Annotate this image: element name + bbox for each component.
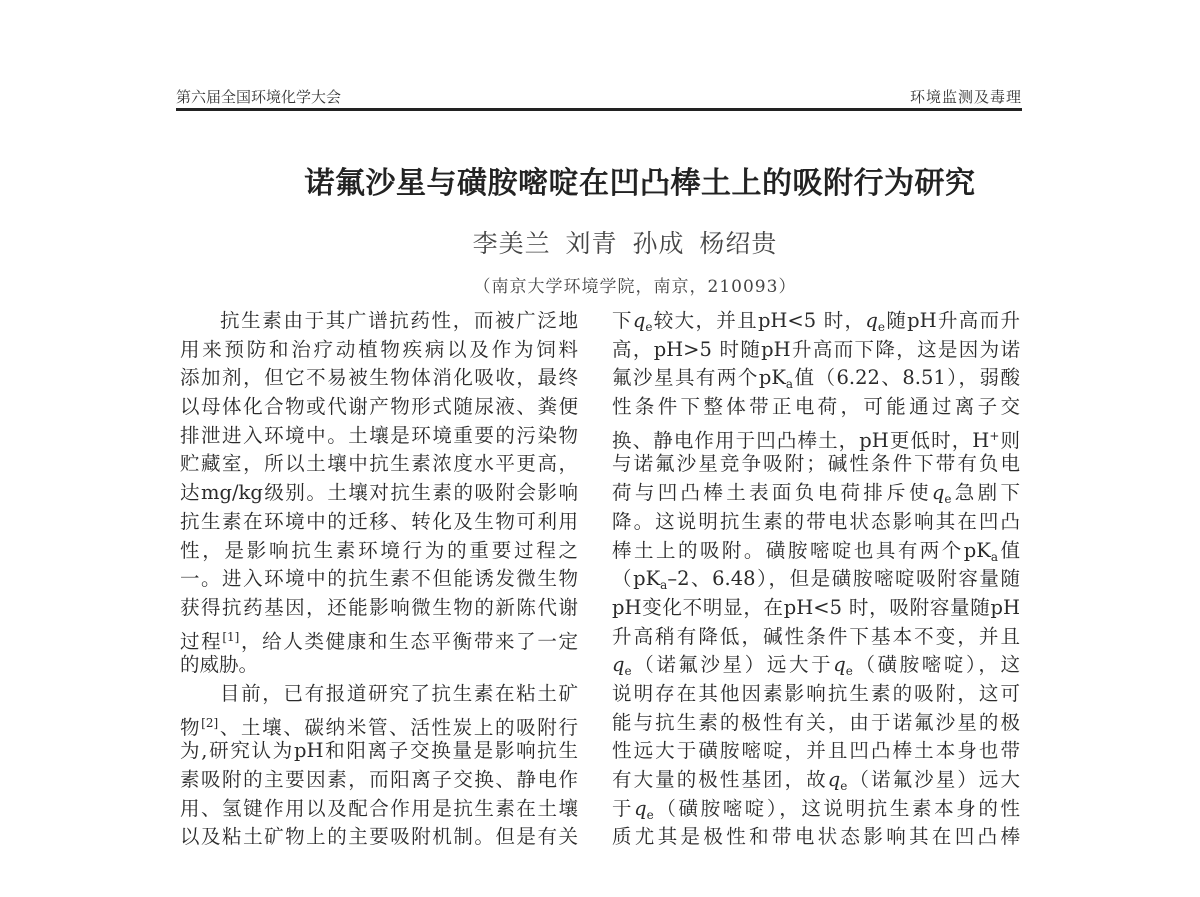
text-segment: 随pH升高而升 [884, 309, 1020, 332]
text-segment: ，给人类健康和生态平衡带来了一定 [239, 629, 578, 653]
text-line [612, 823, 1020, 852]
citation-superscript: [2] [201, 715, 219, 730]
text-line [180, 594, 578, 623]
text-line [612, 537, 1020, 566]
text-line [612, 709, 1020, 738]
text-line [612, 422, 1020, 451]
formula-segment: e [877, 320, 885, 334]
text-line [612, 393, 1020, 422]
text-segment: 以母体化合物或代谢产物形式随尿液、粪便 [180, 395, 578, 419]
text-segment: 的威胁。 [180, 653, 259, 677]
running-header-section: 环境监测及毒理 [909, 88, 1022, 106]
text-line [612, 594, 1020, 623]
text-line [180, 450, 578, 479]
header-rule [176, 108, 1022, 111]
formula-segment: q [931, 481, 945, 505]
text-segment: 棒土上的吸附。磺胺嘧啶也具有两个pK [612, 538, 991, 562]
text-segment: 一。进入环境中的抗生素不但能诱发微生物 [180, 567, 578, 591]
text-line [180, 680, 578, 709]
text-line [180, 307, 578, 336]
text-segment: 有大量的极性基团，故 [612, 768, 828, 791]
text-line [612, 623, 1020, 652]
text-segment: 物 [180, 715, 202, 739]
formula-segment: q [833, 653, 846, 677]
text-segment: –2、6.48），但是磺胺嘧啶吸附容量随 [667, 567, 1020, 591]
formula-segment: q [612, 653, 625, 677]
text-segment: （诺氟沙星）远大 [847, 768, 1020, 791]
formula-segment: q [634, 796, 647, 820]
text-segment: 抗生素由于其广谱抗药性，而被广泛地 [220, 309, 578, 332]
text-line [612, 795, 1020, 824]
formula-segment: q [865, 309, 878, 332]
text-line [180, 766, 578, 795]
text-line [180, 393, 578, 422]
text-segment: 以及粘土矿物上的主要吸附机制。但是有关 [180, 825, 578, 849]
text-line [180, 422, 578, 451]
text-segment: 较大，并且pH<5 时， [652, 309, 866, 332]
running-header-conference: 第六届全国环境化学大会 [176, 88, 342, 106]
text-segment: 则 [999, 428, 1020, 452]
text-segment: 质尤其是极性和带电状态影响其在凹凸棒 [612, 825, 1020, 849]
text-segment: 高，pH>5 时随pH升高而下降，这是因为诺 [612, 337, 1020, 361]
text-segment: （pK [612, 567, 661, 591]
affiliation: （南京大学环境学院，南京，210093） [473, 277, 797, 297]
text-line [612, 307, 1020, 336]
text-line [612, 565, 1020, 594]
text-segment: 能与抗生素的极性有关，由于诺氟沙星的极 [612, 710, 1020, 734]
text-line [180, 336, 578, 365]
text-segment: 性，是影响抗生素环境行为的重要过程之 [180, 538, 578, 562]
citation-superscript: [1] [222, 629, 240, 644]
author-list: 李美兰 刘青 孙成 杨绍贵 [472, 229, 778, 258]
text-line [612, 680, 1020, 709]
text-segment: 值（6.22、8.51），弱酸 [793, 366, 1020, 390]
text-segment: 急剧下 [951, 481, 1020, 505]
text-segment: 于 [612, 796, 635, 820]
formula-segment: q [632, 309, 646, 332]
text-segment: 氟沙星具有两个pK [612, 366, 786, 390]
text-segment: （磺胺嘧啶），这 [852, 653, 1020, 677]
text-segment: 说明存在其他因素影响抗生素的吸附，这可 [612, 681, 1020, 705]
text-line [180, 823, 578, 852]
text-segment: 用来预防和治疗动植物疾病以及作为饲料 [180, 337, 578, 361]
formula-segment: q [827, 768, 841, 791]
text-line [180, 651, 578, 680]
text-segment: 性条件下整体带正电荷，可能通过离子交 [612, 395, 1020, 419]
text-segment: 、土壤、碳纳米管、活性炭上的吸附行 [218, 715, 578, 739]
formula-segment: a [660, 578, 668, 593]
formula-segment: a [785, 377, 794, 392]
text-segment: 过程 [180, 629, 223, 653]
text-line [180, 737, 578, 766]
text-line [612, 508, 1020, 537]
text-line [612, 651, 1020, 680]
text-line [180, 709, 578, 738]
text-line [612, 737, 1020, 766]
text-segment: 性远大于磺胺嘧啶，并且凹凸棒土本身也带 [612, 739, 1020, 763]
formula-segment: e [624, 664, 632, 679]
body-column-left [180, 307, 578, 852]
text-segment: （诺氟沙星）远大于 [631, 653, 834, 677]
text-line [612, 450, 1020, 479]
citation-superscript: + [989, 428, 1000, 443]
text-segment: 为,研究认为pH和阳离子交换量是影响抗生 [180, 739, 578, 763]
text-segment: 贮藏室，所以土壤中抗生素浓度水平更高， [180, 452, 578, 476]
formula-segment: e [944, 492, 952, 507]
paper-title: 诺氟沙星与磺胺嘧啶在凹凸棒土上的吸附行为研究 [304, 166, 976, 201]
text-line [180, 565, 578, 594]
body-column-right [612, 307, 1020, 852]
text-line [180, 508, 578, 537]
formula-segment: a [990, 549, 998, 564]
text-segment: 目前，已有报道研究了抗生素在粘土矿 [220, 681, 578, 705]
text-line [612, 766, 1020, 795]
text-line [180, 537, 578, 566]
text-segment: 下 [612, 309, 633, 332]
text-segment: 换、静电作用于凹凸棒土，pH更低时，H [612, 428, 990, 452]
text-segment: （磺胺嘧啶），这说明抗生素本身的性 [653, 796, 1020, 820]
formula-segment: e [646, 807, 654, 822]
text-segment: pH变化不明显，在pH<5 时，吸附容量随pH [612, 595, 1020, 619]
text-segment: 与诺氟沙星竞争吸附；碱性条件下带有负电 [612, 452, 1020, 476]
text-segment: 达mg/kg级别。土壤对抗生素的吸附会影响 [180, 481, 578, 505]
formula-segment: e [645, 320, 653, 334]
text-line [612, 479, 1020, 508]
text-segment: 素吸附的主要因素，而阳离子交换、静电作 [180, 768, 578, 791]
text-line [180, 795, 578, 824]
text-segment: 添加剂，但它不易被生物体消化吸收，最终 [180, 366, 578, 390]
text-line [612, 364, 1020, 393]
text-line [180, 479, 578, 508]
text-segment: 获得抗药基因，还能影响微生物的新陈代谢 [180, 595, 578, 619]
text-line [612, 336, 1020, 365]
text-segment: 抗生素在环境中的迁移、转化及生物可利用 [180, 509, 578, 533]
text-segment: 荷与凹凸棒土表面负电荷排斥使 [612, 481, 932, 505]
text-line [180, 623, 578, 652]
text-line [180, 364, 578, 393]
text-segment: 升高稍有降低，碱性条件下基本不变，并且 [612, 624, 1020, 648]
text-segment: 用、氢键作用以及配合作用是抗生素在土壤 [180, 796, 578, 820]
text-segment: 降。这说明抗生素的带电状态影响其在凹凸 [612, 509, 1020, 533]
text-segment: 排泄进入环境中。土壤是环境重要的污染物 [180, 423, 578, 447]
formula-segment: e [845, 664, 853, 679]
text-segment: 值 [998, 538, 1020, 562]
formula-segment: e [840, 779, 848, 793]
